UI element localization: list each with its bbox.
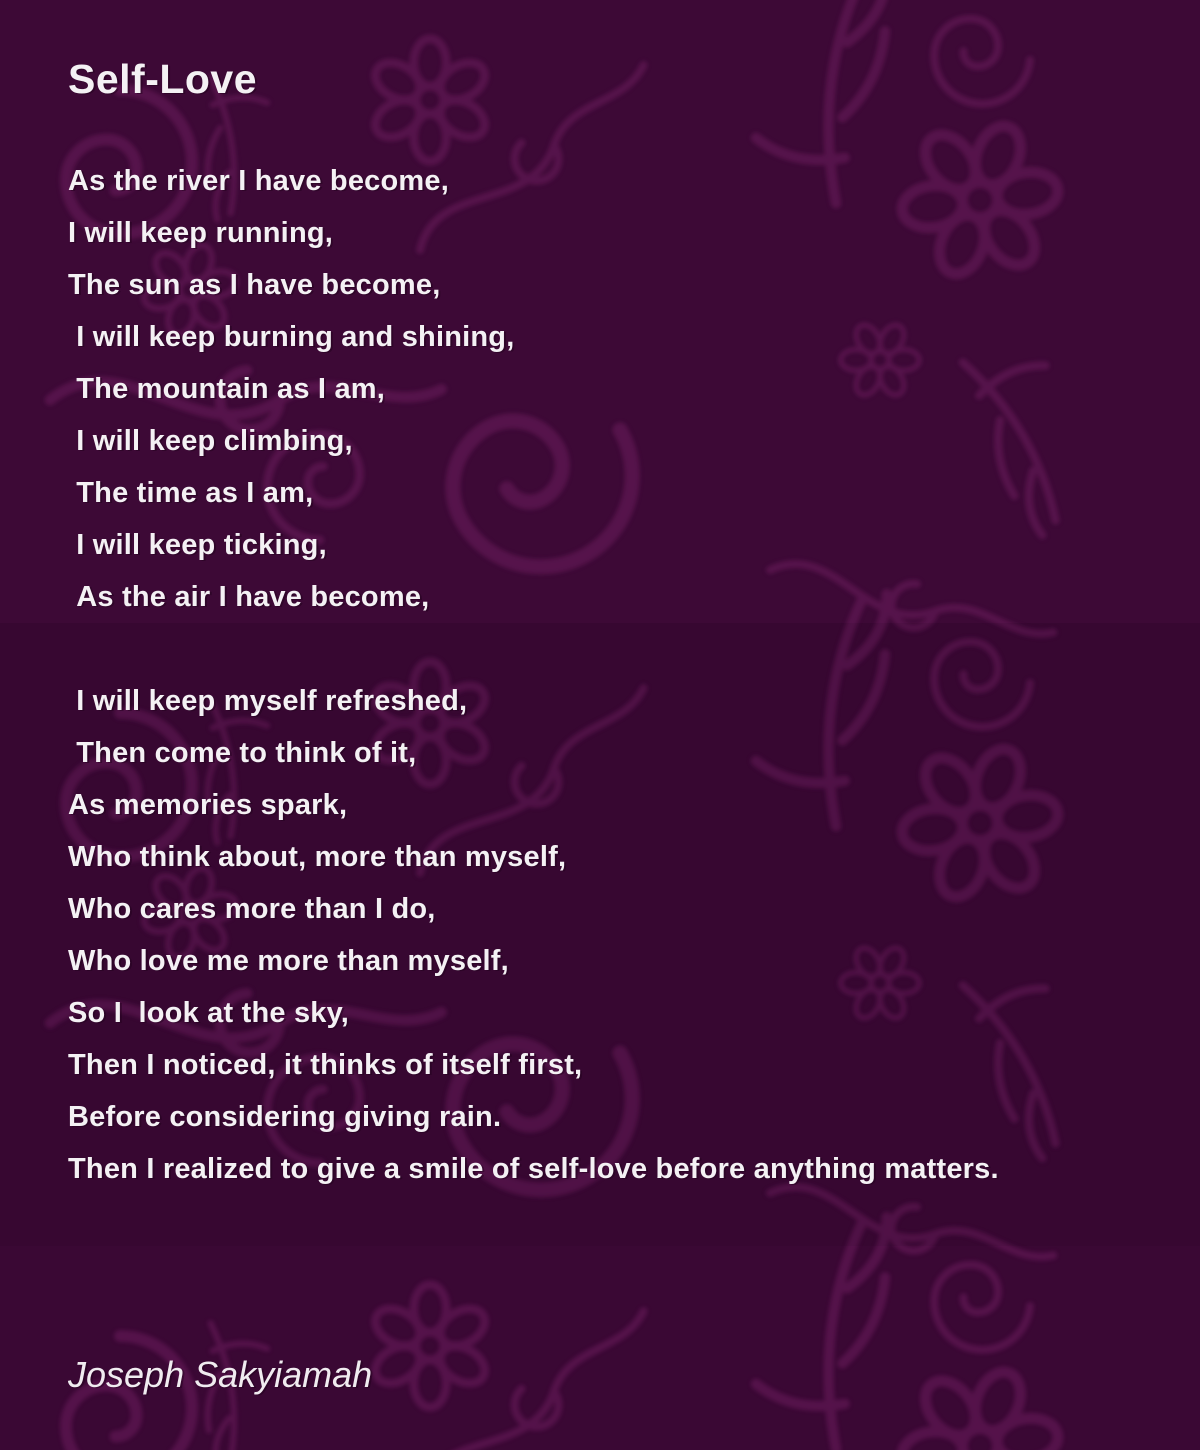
- poem-title: Self-Love: [68, 56, 258, 102]
- poem-line: I will keep running,: [68, 217, 334, 249]
- poem-page: [68, 56, 1160, 1397]
- poem-author: Joseph Sakyiamah: [68, 1354, 373, 1395]
- poem-line: Who think about, more than myself,: [68, 841, 567, 873]
- poem-line: As memories spark,: [68, 789, 348, 821]
- poem-stanza-1: [68, 155, 1160, 623]
- poem-line: Who cares more than I do,: [68, 893, 436, 925]
- poem-line: I will keep burning and shining,: [68, 321, 515, 353]
- poem-line: I will keep myself refreshed,: [68, 685, 468, 717]
- poem-line: Then come to think of it,: [68, 737, 417, 769]
- poem-line: I will keep climbing,: [68, 425, 353, 457]
- poem-line: Then I realized to give a smile of self-love before anything matters.: [68, 1153, 999, 1185]
- poem-line: Before considering giving rain.: [68, 1101, 502, 1133]
- poem-line: I will keep ticking,: [68, 529, 327, 561]
- poem-line: The time as I am,: [68, 477, 314, 509]
- poem-line: As the river I have become,: [68, 165, 449, 197]
- poem-line: Then I noticed, it thinks of itself first,: [68, 1049, 583, 1081]
- poem-line: The mountain as I am,: [68, 373, 386, 405]
- poem-stanza-2: [68, 675, 1160, 1195]
- poem-line: The sun as I have become,: [68, 269, 441, 301]
- poem-line: So I look at the sky,: [68, 997, 350, 1029]
- poem-line: As the air I have become,: [68, 581, 430, 613]
- poem-line: Who love me more than myself,: [68, 945, 509, 977]
